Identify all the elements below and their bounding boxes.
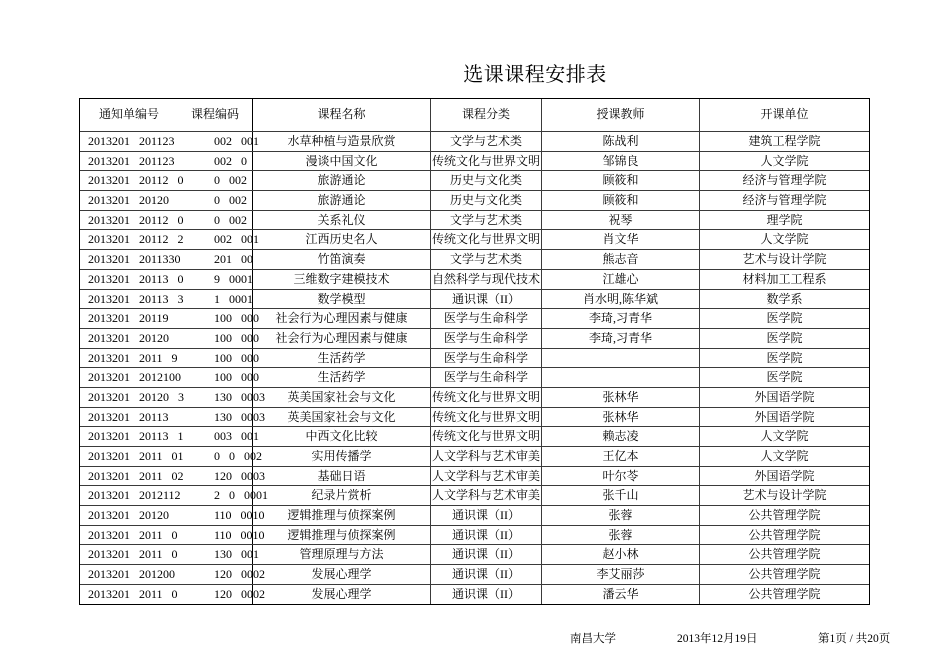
cell-course-name: 社会行为心理因素与健康 [253,329,431,348]
cell-course-category: 医学与生命科学 [431,309,542,328]
column-header-notice-number: 通知单编号 [98,107,159,121]
cell-course-category: 传统文化与世界文明 [431,408,542,427]
cell-department: 材料加工工程系 [742,271,827,286]
table-row [80,446,869,466]
cell-course-code: 100 000 [178,368,253,387]
cell-course-category: 通识课（II） [431,585,542,604]
cell-teacher: 张林华 [542,388,700,407]
cell-teacher: 李艾丽莎 [542,565,700,584]
cell-department: 人文学院 [760,232,809,247]
cell-notice-number: 2013201 2011 0 [88,586,178,601]
cell-course-code: 002 0 [178,152,253,171]
cell-course-category: 历史与文化类 [431,171,542,190]
cell-teacher: 李琦,习青华 [542,309,700,328]
cell-course-category: 文学与艺术类 [431,211,542,230]
cell-course-code: 002 001 [178,230,253,249]
table-row [80,328,869,348]
cell-department: 外国语学院 [754,468,815,483]
cell-department: 医学院 [766,370,803,385]
cell-notice-number: 2013201 2011 01 [88,449,184,463]
cell-notice-number: 2013201 2011 0 [88,527,178,542]
course-table [79,98,870,605]
cell-teacher: 张千山 [542,486,700,505]
cell-teacher [542,368,700,387]
cell-course-category: 文学与艺术类 [431,250,542,269]
cell-department: 医学院 [766,350,803,365]
cell-course-category: 人文学科与艺术审美 [431,486,542,505]
cell-department: 艺术与设计学院 [742,252,827,267]
column-header-department: 开课单位 [760,107,809,121]
footer-date: 2013年12月19日 [677,633,758,645]
cell-course-name: 实用传播学 [253,447,431,466]
cell-course-name: 数学模型 [253,290,431,309]
cell-teacher: 熊志音 [542,250,700,269]
cell-notice-number: 2013201 20112 2 [88,232,184,247]
cell-course-code: 110 0010 [178,506,253,525]
cell-teacher: 江雄心 [542,270,700,289]
cell-course-code: 1 0001 [178,290,253,309]
cell-teacher: 赵小林 [542,545,700,564]
cell-notice-number: 2013201 20112 0 [88,173,184,188]
cell-notice-number: 2013201 20119 [88,311,169,326]
table-row [80,190,869,210]
cell-course-category: 医学与生命科学 [431,349,542,368]
cell-course-category: 医学与生命科学 [431,368,542,387]
cell-course-name: 漫谈中国文化 [253,152,431,171]
cell-course-name: 发展心理学 [253,565,431,584]
table-row [80,269,869,289]
column-header-course-name: 课程名称 [253,99,431,131]
cell-department: 经济与管理学院 [742,193,827,208]
table-row [80,249,869,269]
cell-notice-number: 2013201 20120 3 [88,389,184,404]
cell-course-category: 文学与艺术类 [431,132,542,151]
table-row [80,485,869,505]
cell-course-code: 003 001 [178,427,253,446]
cell-notice-number: 2013201 20113 [88,409,169,424]
cell-course-name: 竹笛演奏 [253,250,431,269]
cell-course-category: 传统文化与世界文明 [431,230,542,249]
cell-course-code: 120 0002 [178,585,253,604]
cell-course-code: 130 0003 [178,388,253,407]
cell-notice-number: 2013201 20113 0 [88,271,184,286]
cell-course-name: 中西文化比较 [253,427,431,446]
cell-teacher: 叶尔苓 [542,467,700,486]
cell-notice-number: 2013201 201123 [88,153,175,168]
column-header-teacher: 授课教师 [542,99,700,131]
cell-course-code: 100 000 [178,309,253,328]
table-row [80,308,869,328]
table-row [80,466,869,486]
cell-course-name: 发展心理学 [253,585,431,604]
cell-course-name: 英美国家社会与文化 [253,408,431,427]
cell-course-code: 130 001 [178,545,253,564]
cell-course-name: 水草种植与造景欣赏 [253,132,431,151]
cell-teacher: 肖文华 [542,230,700,249]
table-row [80,367,869,387]
cell-teacher [542,349,700,368]
cell-course-code: 100 000 [178,349,253,368]
column-header-course-category: 课程分类 [431,99,542,131]
cell-department: 公共管理学院 [748,567,821,582]
cell-teacher: 陈战利 [542,132,700,151]
cell-course-category: 通识课（II） [431,290,542,309]
cell-course-name: 管理原理与方法 [253,545,431,564]
cell-notice-number: 2013201 2012100 [88,370,181,385]
cell-notice-number: 2013201 201123 [88,134,175,148]
cell-course-code: 120 0003 [178,467,253,486]
cell-course-code: 9 0001 [178,270,253,289]
cell-course-code: 0 002 [178,191,253,210]
cell-teacher: 顾筱和 [542,171,700,190]
cell-notice-number: 2013201 20113 3 [88,291,184,306]
footer-school: 南昌大学 [570,633,616,645]
cell-department: 公共管理学院 [748,508,821,523]
cell-notice-number: 2013201 20120 [88,330,169,345]
cell-course-category: 人文学科与艺术审美 [431,467,542,486]
cell-department: 人文学院 [760,429,809,444]
cell-course-category: 历史与文化类 [431,191,542,210]
cell-teacher: 祝琴 [542,211,700,230]
cell-course-name: 社会行为心理因素与健康 [253,309,431,328]
cell-notice-number: 2013201 2011 0 [88,547,178,562]
table-row [80,348,869,368]
cell-course-category: 通识课（II） [431,565,542,584]
table-row [80,564,869,584]
cell-department: 人文学院 [760,449,809,463]
cell-teacher: 李琦,习青华 [542,329,700,348]
cell-course-name: 逻辑推理与侦探案例 [253,506,431,525]
cell-department: 公共管理学院 [748,586,821,601]
cell-department: 经济与管理学院 [742,173,827,188]
table-row [80,387,869,407]
cell-course-category: 传统文化与世界文明 [431,388,542,407]
cell-course-name: 旅游通论 [253,171,431,190]
cell-teacher: 肖水明,陈华斌 [542,290,700,309]
cell-course-code: 110 0010 [178,526,253,545]
cell-department: 医学院 [766,330,803,345]
cell-department: 艺术与设计学院 [742,488,827,503]
cell-department: 理学院 [766,212,803,227]
cell-course-name: 关系礼仪 [253,211,431,230]
cell-course-name: 纪录片赏析 [253,486,431,505]
table-row [80,170,869,190]
cell-course-category: 传统文化与世界文明 [431,427,542,446]
cell-teacher: 赖志凌 [542,427,700,446]
cell-course-category: 通识课（II） [431,545,542,564]
cell-course-code: 0 002 [178,171,253,190]
cell-notice-number: 2013201 2011 9 [88,350,178,365]
cell-course-name: 三维数字建模技术 [253,270,431,289]
cell-teacher: 王亿本 [542,447,700,466]
cell-course-code: 0 0 002 [178,447,253,466]
table-row [80,210,869,230]
cell-course-category: 通识课（II） [431,506,542,525]
cell-course-category: 传统文化与世界文明 [431,152,542,171]
cell-teacher: 潘云华 [542,585,700,604]
page-title: 选课课程安排表 [463,64,607,86]
table-row [80,229,869,249]
cell-department: 数学系 [766,291,803,306]
cell-department: 外国语学院 [754,389,815,404]
table-row [80,151,869,171]
table-row [80,525,869,545]
cell-department: 外国语学院 [754,409,815,424]
cell-course-name: 生活药学 [253,368,431,387]
cell-course-code: 100 000 [178,329,253,348]
cell-notice-number: 2013201 20120 [88,508,169,523]
cell-notice-number: 2013201 20112 0 [88,212,184,227]
cell-department: 公共管理学院 [748,527,821,542]
cell-notice-number: 2013201 2012112 [88,488,181,503]
column-header-course-code: 课程编码 [178,99,253,131]
cell-course-name: 生活药学 [253,349,431,368]
cell-department: 医学院 [766,311,803,326]
cell-notice-number: 2013201 20120 [88,193,169,208]
table-row [80,505,869,525]
cell-teacher: 张林华 [542,408,700,427]
cell-course-code: 201 00 [178,250,253,269]
cell-teacher: 张蓉 [542,506,700,525]
cell-course-name: 基础日语 [253,467,431,486]
cell-course-name: 旅游通论 [253,191,431,210]
table-row [80,289,869,309]
cell-teacher: 张蓉 [542,526,700,545]
cell-course-category: 医学与生命科学 [431,329,542,348]
cell-notice-number: 2013201 201200 [88,567,175,582]
footer-page-number: 第1页 / 共20页 [818,633,891,645]
cell-department: 建筑工程学院 [748,134,821,148]
cell-course-name: 英美国家社会与文化 [253,388,431,407]
cell-department: 公共管理学院 [748,547,821,562]
table-row [80,426,869,446]
cell-course-code: 120 0002 [178,565,253,584]
table-row [80,407,869,427]
cell-teacher: 顾筱和 [542,191,700,210]
cell-course-code: 2 0 0001 [178,486,253,505]
cell-course-category: 自然科学与现代技术 [431,270,542,289]
table-header-row [80,99,869,131]
cell-course-name: 江西历史名人 [253,230,431,249]
cell-course-code: 130 0003 [178,408,253,427]
cell-teacher: 邹锦良 [542,152,700,171]
cell-notice-number: 2013201 2011330 [88,252,181,267]
table-row [80,584,869,604]
cell-course-name: 逻辑推理与侦探案例 [253,526,431,545]
cell-course-category: 人文学科与艺术审美 [431,447,542,466]
cell-course-category: 通识课（II） [431,526,542,545]
table-body [80,131,869,604]
table-row [80,544,869,564]
cell-notice-number: 2013201 20113 1 [88,429,184,444]
cell-notice-number: 2013201 2011 02 [88,468,184,483]
table-row [80,131,869,151]
cell-course-code: 002 001 [178,132,253,151]
cell-department: 人文学院 [760,153,809,168]
cell-course-code: 0 002 [178,211,253,230]
